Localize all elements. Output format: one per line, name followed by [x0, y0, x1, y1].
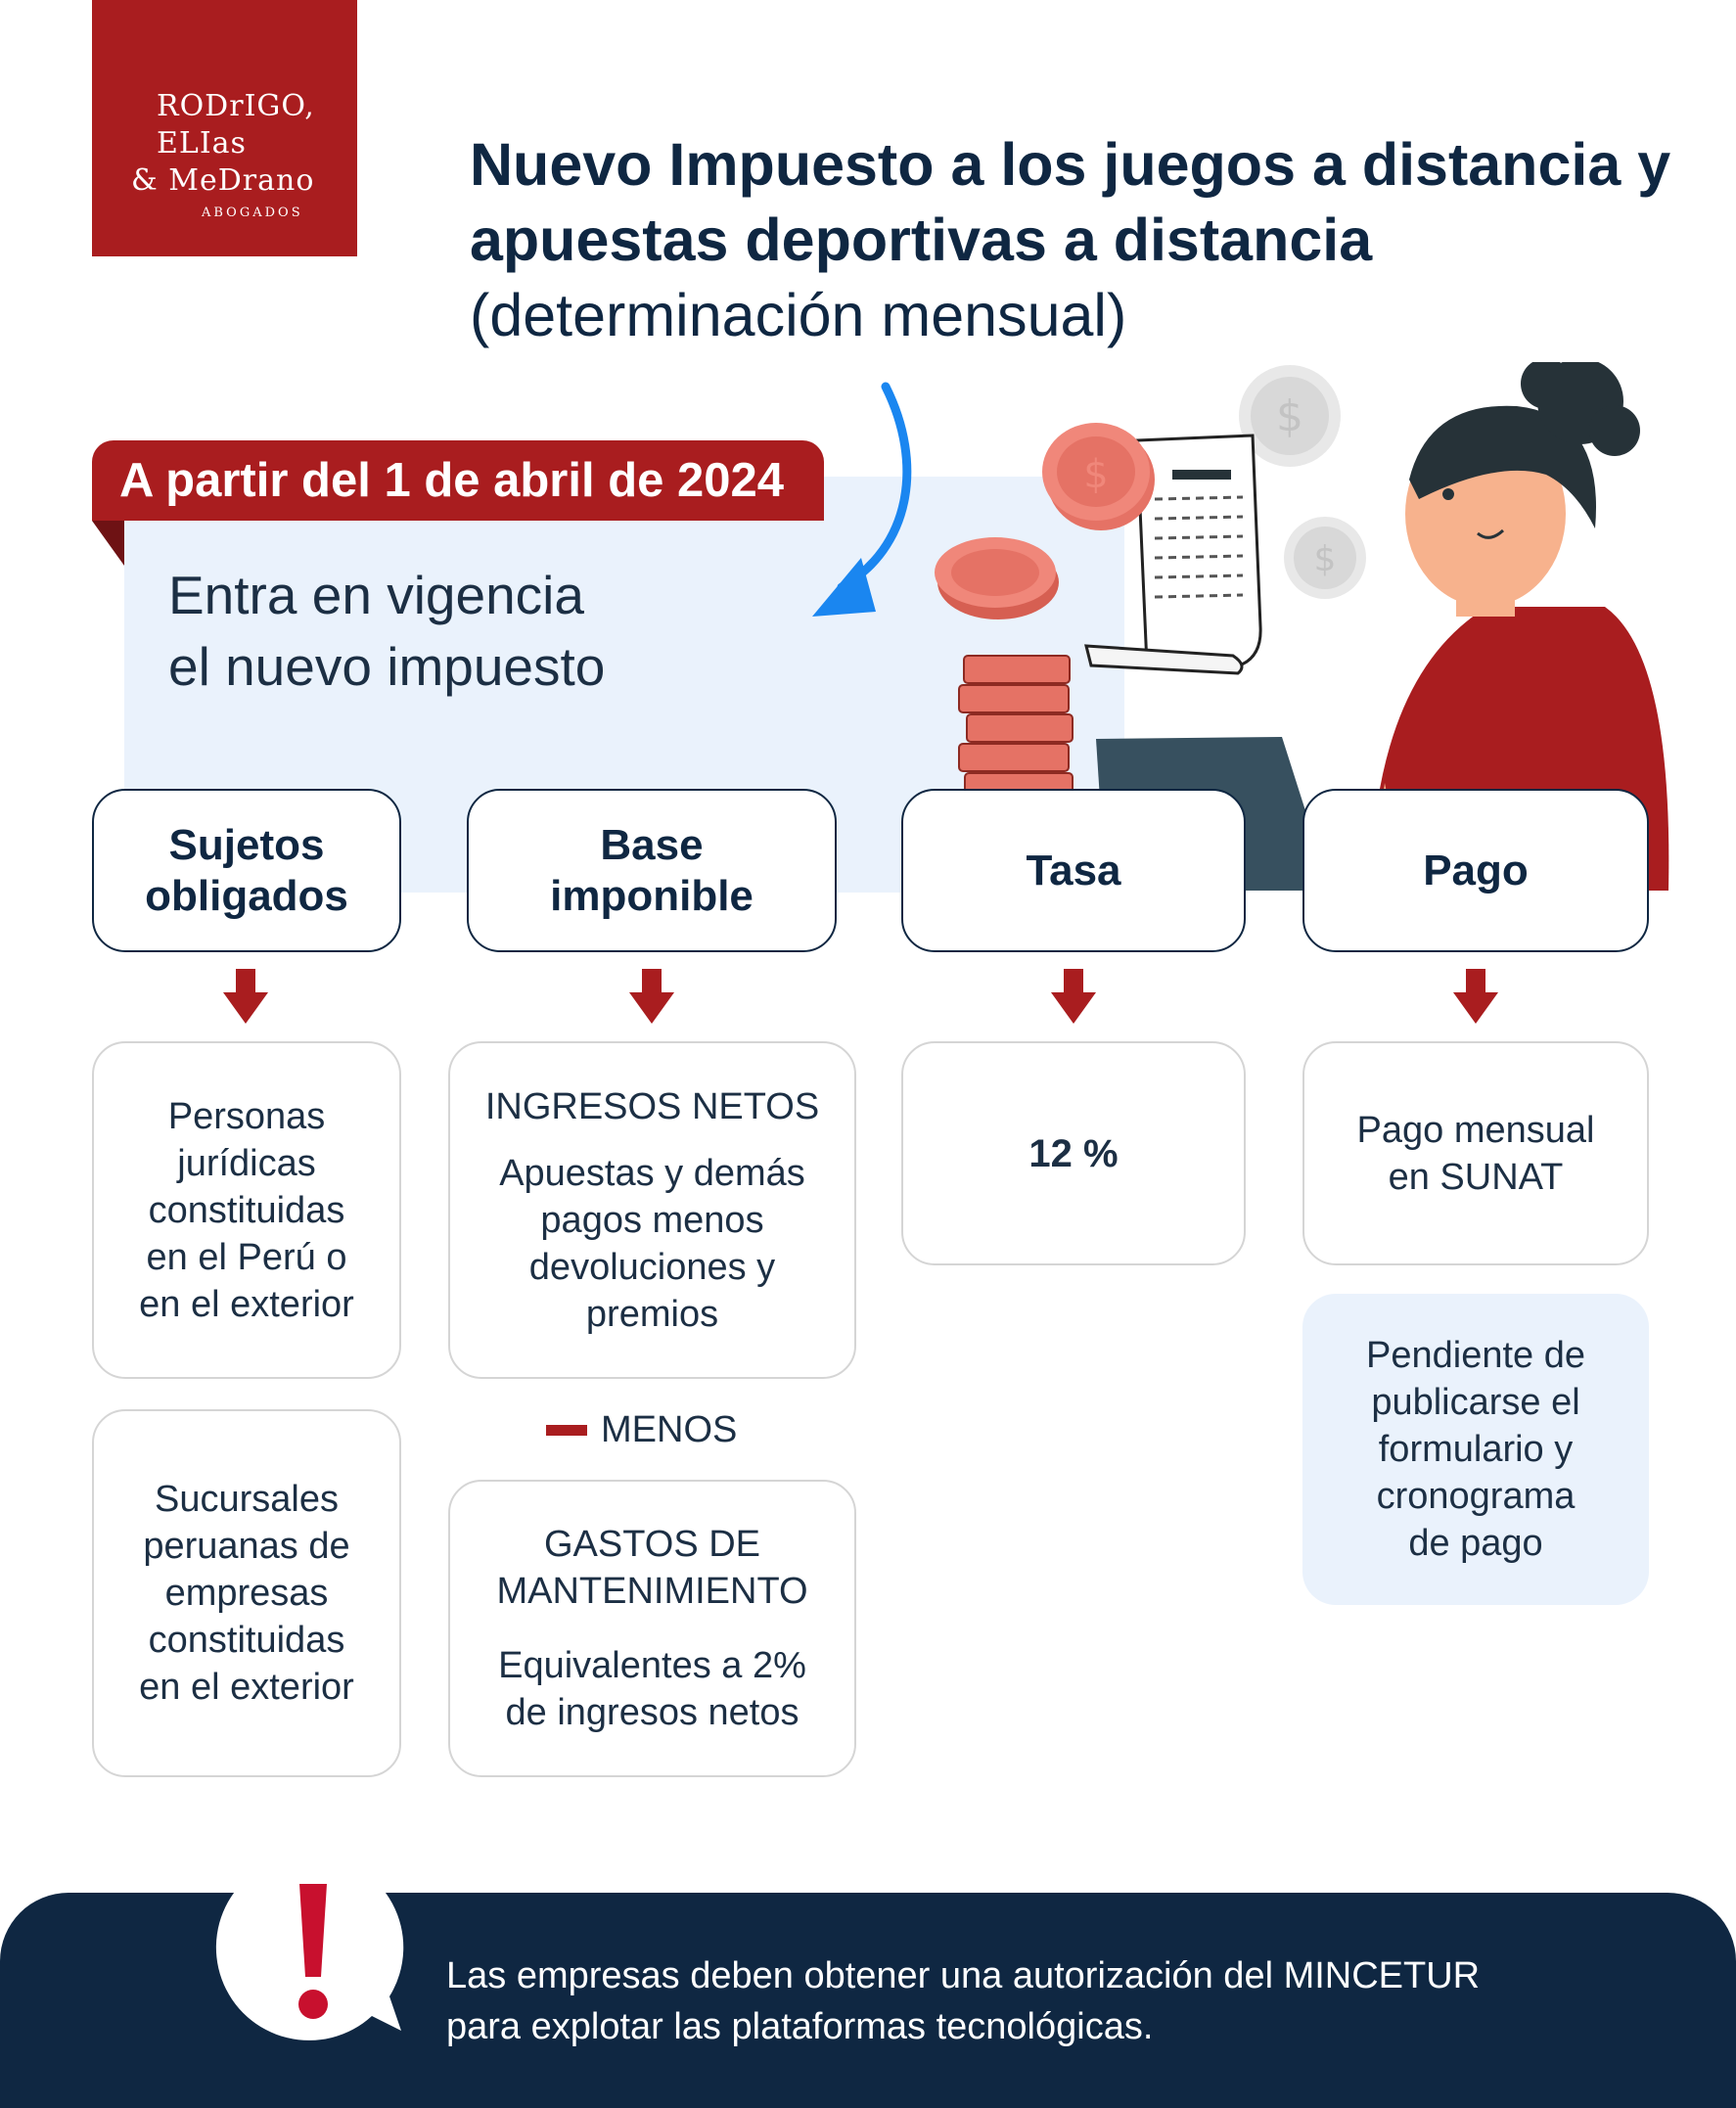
text-line: en el exterior — [139, 1667, 354, 1708]
dollar-coin-icon — [935, 537, 1059, 619]
menos-separator — [546, 1409, 737, 1451]
intro-line-1: Entra en vigencia — [168, 565, 584, 625]
header-line: Base — [600, 820, 704, 869]
text-line: peruanas de — [143, 1526, 350, 1567]
text-line: jurídicas — [177, 1142, 316, 1184]
text-line: Apuestas y demás — [499, 1152, 805, 1194]
menos-label: MENOS — [601, 1409, 738, 1450]
down-arrow-icon — [629, 969, 674, 1024]
header-line: Sujetos — [168, 820, 325, 869]
text-line: cronograma — [1376, 1476, 1576, 1517]
text-line: Personas — [167, 1095, 326, 1137]
svg-text:$: $ — [1083, 452, 1109, 497]
text-line: premios — [585, 1293, 719, 1335]
header-sujetos-obligados — [92, 789, 401, 952]
text-line: empresas — [164, 1573, 329, 1614]
text-line: Sucursales — [155, 1479, 339, 1520]
dollar-coin-icon — [1284, 517, 1366, 599]
sujetos-box-2 — [92, 1409, 401, 1777]
down-arrow-icon — [223, 969, 268, 1024]
footer-line-1: Las empresas deben obtener una autorización del MINCETUR — [446, 1955, 1481, 1996]
title-subtitle: (determinación mensual) — [470, 282, 1127, 348]
box-title: MANTENIMIENTO — [496, 1571, 808, 1612]
down-arrow-icon — [1453, 969, 1498, 1024]
logo-line-4: ABOGADOS — [202, 206, 303, 220]
text-line: Pago mensual — [1356, 1109, 1595, 1151]
text-line: devoluciones y — [528, 1246, 776, 1288]
footer-text — [446, 1950, 1480, 2052]
pago-pending-box — [1302, 1294, 1649, 1605]
page-title — [470, 127, 1703, 353]
header-pago: Pago — [1302, 789, 1649, 952]
logo-line-3: & MeDrano — [131, 163, 315, 198]
header-tasa: Tasa — [901, 789, 1246, 952]
intro-text — [168, 560, 605, 703]
warning-icon — [206, 1840, 421, 2055]
text-line: constituidas — [148, 1189, 345, 1231]
logo-line-2: ELIas — [157, 126, 247, 160]
text-line: de pago — [1408, 1523, 1543, 1564]
logo-line-1: RODrIGO, — [157, 89, 315, 123]
svg-text:$: $ — [1313, 539, 1337, 579]
header-line: obligados — [145, 871, 348, 920]
sujetos-box-1 — [92, 1041, 401, 1379]
base-box-gastos — [448, 1480, 856, 1777]
text-line: en el exterior — [139, 1283, 354, 1325]
text-line: en SUNAT — [1388, 1156, 1564, 1198]
box-title: GASTOS DE — [543, 1524, 761, 1565]
minus-icon — [546, 1425, 587, 1436]
base-box-ingresos — [448, 1041, 856, 1379]
header-line: imponible — [550, 871, 754, 920]
curved-arrow-icon — [802, 377, 930, 621]
text-line: constituidas — [148, 1620, 345, 1661]
firm-logo — [92, 0, 357, 256]
pago-box — [1302, 1041, 1649, 1265]
svg-text:$: $ — [1276, 391, 1303, 441]
intro-line-2: el nuevo impuesto — [168, 636, 606, 697]
banner-fold — [92, 521, 124, 566]
tasa-box: 12 % — [901, 1041, 1246, 1265]
down-arrow-icon — [1051, 969, 1096, 1024]
footer-line-2: para explotar las plataformas tecnológicas. — [446, 2006, 1154, 2047]
text-line: Equivalentes a 2% — [498, 1645, 806, 1686]
box-title: INGRESOS NETOS — [484, 1085, 820, 1127]
text-line: en el Perú o — [146, 1236, 347, 1278]
date-banner: A partir del 1 de abril de 2024 — [92, 440, 824, 521]
text-line: pagos menos — [540, 1199, 764, 1241]
text-line: Pendiente de — [1366, 1335, 1585, 1376]
text-line: publicarse el — [1371, 1382, 1580, 1423]
text-line: formulario y — [1378, 1429, 1574, 1470]
title-main: Nuevo Impuesto a los juegos a distancia y apuestas deportivas a distancia — [470, 131, 1671, 273]
text-line: de ingresos netos — [505, 1692, 799, 1733]
header-base-imponible — [467, 789, 837, 952]
